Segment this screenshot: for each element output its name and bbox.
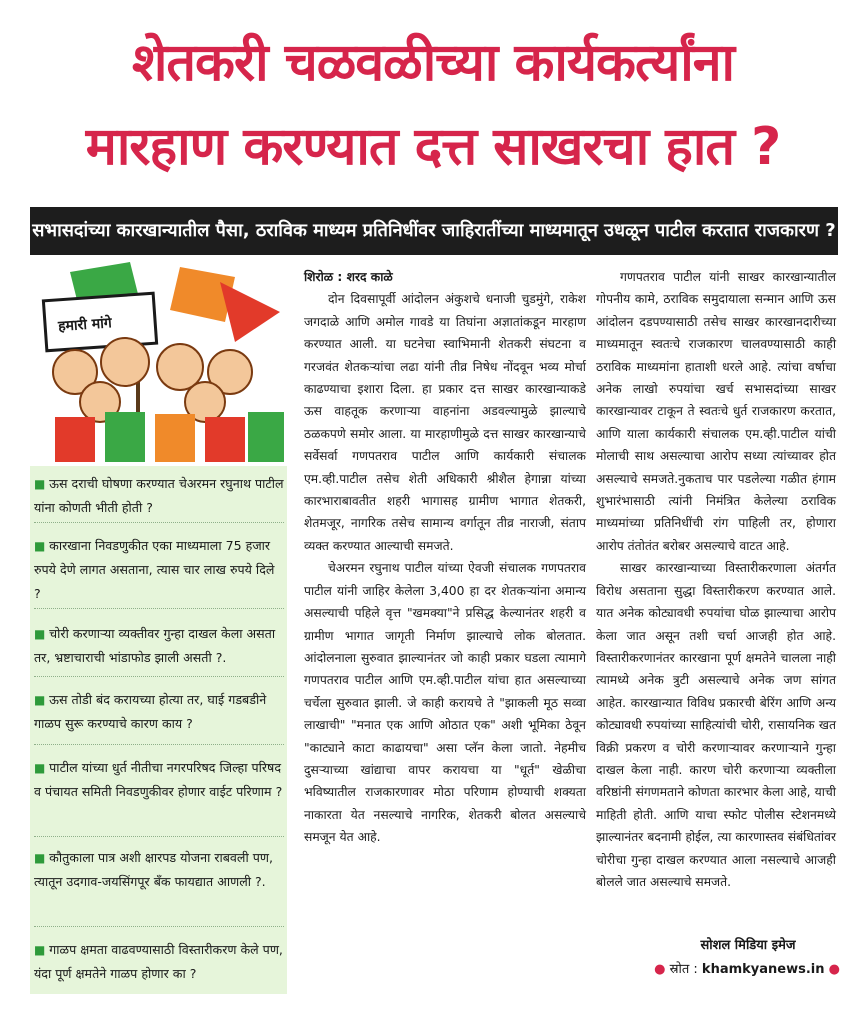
article-paragraph: साखर कारखान्याच्या विस्तारीकरणाला अंतर्गत विरोध असताना सुद्धा विस्तारीकरण करण्यात आले. यात अनेक कोट्यावधी रुपयांचा घोळ झाल्याचा आरोप केला जात असून तशी चर्चा आजही होत आहे. विस्तारीकरणानंतर कारखाना पूर्ण क्षमतेने चालला नाही त्यामध्ये अनेक त्रुटी असल्याचे अनेक जण सांगत आहेत. कारखान्यात विविध प्रकारची बेरिंग आणि अन्य कोट्यावधी रुपयांच्या साहित्यांची चोरी, रासायनिक खत विक्री प्रकरण व चोरी करणाऱ्यावर करणाऱ्याने गुन्हा दाखल केला नाही. कारण चोरी करणाऱ्या व्यक्तीला वरिष्ठांनी संगणमताने कोणता कारभार केला आहे, याची माहिती होती. आणि याचा स्फोट पोलीस स्टेशनमध्ये झाल्यानंतर बदनामी होईल, त्या कारणास्तव संबंधितांवर चोरीचा गुन्हा दाखल करण्यात आला नसल्याचे आजही बोलले जात असल्याचे समजते. xyxy=(596,561,836,889)
article-paragraph: चेअरमन रघुनाथ पाटील यांच्या ऐवजी संचालक गणपतराव पाटील यांनी जाहिर केलेला 3,400 हा दर शेतकऱ्यांना अमान्य असल्याची पहिले वृत्त "खमक्या"ने प्रसिद्ध केल्यानंतर शहरी व ग्रामीण भागात जागृती निर्माण झाल्याचे लोक बोलतात. आंदोलनाला सुरुवात झाल्यानंतर जो काही प्रकार घडला त्यामागे गणपतराव पाटील आणि एम.व्ही.पाटील यांचा हात असल्याच्या चर्चेला सुरुवात झाली. जे काही करायचे ते "झाकली मूठ सव्वा लाखाची" "मनात एक आणि ओठात एक" अशी भूमिका ठेवून "काट्याने काटा काढायचा" असा प्लॅन केला जातो. नेहमीच दुसऱ्याच्या खांद्याचा वापर करायचा या "धूर्त" खेळीचा भविष्यातील राजकारणावर मोठा परिणाम होण्याची शक्यता नाकारता येत नसल्याचे नागरिक, शेतकरी बोलत असल्याचे समजून येत आहे. xyxy=(304,561,586,845)
article-column-3 xyxy=(596,266,836,893)
question-text: ऊस दराची घोषणा करण्यात चेअरमन रघुनाथ पाटील यांना कोणती भीती होती ? xyxy=(34,476,284,515)
bullet-icon: ■ xyxy=(34,761,50,775)
headline-line-1: शेतकरी चळवळीच्या कार्यकर्त्यांना xyxy=(131,33,735,93)
source-label: स्रोत : xyxy=(669,962,698,977)
sleeve-3 xyxy=(155,414,195,462)
bullet-icon: ■ xyxy=(34,693,50,707)
question-text: कौतुकाला पात्र अशी क्षारपड योजना राबवली पण, त्यातून उदगाव-जयसिंगपूर बँक फायद्यात आणली ?. xyxy=(34,850,273,889)
questions-sidebar xyxy=(30,466,287,994)
source-line xyxy=(640,960,840,980)
dotted-divider xyxy=(34,608,284,609)
sleeve-1 xyxy=(55,417,95,462)
question-text: पाटील यांच्या धुर्त नीतीचा नगरपरिषद जिल्हा परिषद व पंचायत समिती निवडणुकीवर होणार वाईट परिणाम ? xyxy=(34,760,283,799)
dotted-divider xyxy=(34,836,284,837)
image-credit: सोशल मिडिया इमेज xyxy=(700,938,796,953)
question-item xyxy=(34,534,284,606)
bullet-icon: ■ xyxy=(34,539,50,553)
dotted-divider xyxy=(34,744,284,745)
question-item xyxy=(34,472,284,520)
article-paragraph: गणपतराव पाटील यांनी साखर कारखान्यातील गोपनीय कामे, ठराविक समुदायाला सन्मान आणि ऊस आंदोलन दडपण्यासाठी तसेच साखर कारखानदारीच्या माध्यमातून स्वतःचे राजकारण चालवण्यासाठी काही ठराविक माध्यमांना हाताशी धरले आहे. त्यांचा वर्षाचा अनेक लाखो रुपयांचा खर्च सभासदांच्या साखर कारखान्यावर टाकून ते स्वतःचे धुर्त राजकारण करतात, आणि याला कार्यकारी संचालक एम.व्ही.पाटील यांची मोलाची साथ असल्याचा आरोप सध्या त्यांच्यावर होत असल्याचे समजते.नुकताच पार पडलेल्या गळीत हंगाम शुभारंभासाठी त्यांनी निमंत्रित केलेल्या ठराविक माध्यमांच्या प्रतिनिधींची रांग पाहिली तर, होणारा आरोप तंतोतंत बरोबर असल्याचे वाटत आहे. xyxy=(596,270,836,553)
question-item xyxy=(34,756,284,804)
bullet-icon: ■ xyxy=(34,851,50,865)
question-text: चोरी करणाऱ्या व्यक्तीवर गुन्हा दाखल केला असता तर, भ्रष्टाचाराची भांडाफोड झाली असती ?. xyxy=(34,626,276,665)
protest-fists-illustration xyxy=(30,262,292,462)
sleeve-2 xyxy=(105,412,145,462)
sleeve-5 xyxy=(248,412,284,462)
bullet-icon: ■ xyxy=(34,627,50,641)
bullet-icon: ■ xyxy=(34,477,50,491)
dot-icon: ● xyxy=(824,962,840,977)
source-site: khamkyanews.in xyxy=(701,962,825,977)
byline: शिरोळ : शरद काळे xyxy=(304,270,393,284)
dotted-divider xyxy=(34,926,284,927)
dot-icon: ● xyxy=(654,962,670,977)
question-text: गाळप क्षमता वाढवण्यासाठी विस्तारीकरण केले पण, यंदा पूर्ण क्षमतेने गाळप होणार का ? xyxy=(34,942,283,981)
placard-text: हमारी मांगे xyxy=(57,315,113,335)
subheadline-banner: सभासदांच्या कारखान्यातील पैसा, ठराविक माध्यम प्रतिनिधींवर जाहिरातींच्या माध्यमातून उधळून पाटील करतात राजकारण ? xyxy=(30,207,838,255)
question-item xyxy=(34,846,284,894)
sleeve-4 xyxy=(205,417,245,462)
question-text: ऊस तोडी बंद करायच्या होत्या तर, घाई गडबडीने गाळप सुरू करण्याचे कारण काय ? xyxy=(34,692,267,731)
question-item xyxy=(34,622,284,670)
question-item xyxy=(34,688,284,736)
dotted-divider xyxy=(34,522,284,523)
question-text: कारखाना निवडणुकीत एका माध्यमाला 75 हजार रुपये देणे लागत असताना, त्यास चार लाख रुपये दिले ? xyxy=(34,538,275,601)
bullet-icon: ■ xyxy=(34,943,50,957)
question-item xyxy=(34,938,284,986)
headline-line-2: मारहाण करण्यात दत्त साखरचा हात ? xyxy=(85,117,781,177)
article-paragraph: दोन दिवसापूर्वी आंदोलन अंकुशचे धनाजी चुडमुंगे, राकेश जगदाळे आणि अमोल गावडे या तिघांना अज्ञातांकडून मारहाण करण्यात आली. या घटनेचा स्वाभिमानी शेतकरी संघटना व गरजवंत शेतकऱ्यांचा लढा यांनी तीव्र निषेध नोंदवून भव्य मोर्चा काढण्याचा इशारा दिला. हा प्रकार दत्त साखर कारखान्याकडे ऊस वाहतूक करणाऱ्या वाहनांना अडवल्यामुळे झाल्याचे ठळकपणे समोर आला. या मारहाणीमुळे दत्त साखर कारखान्याचे सर्वेसर्वा गणपतराव पाटील आणि कार्यकारी संचालक एम.व्ही.पाटील तसेच शेती अधिकारी श्रीशैल हेगान्ना यांच्या कारभाराबावतीत शहरी भागासह ग्रामीण भागात शेतकरी, शेतमजूर, नागरिक तसेच सामान्य वर्गातून तीव्र नाराजी, संताप व्यक्त करण्यात आल्याची समजते. xyxy=(304,292,586,553)
fist-2 xyxy=(101,338,149,386)
article-column-2 xyxy=(304,266,586,849)
dotted-divider xyxy=(34,676,284,677)
